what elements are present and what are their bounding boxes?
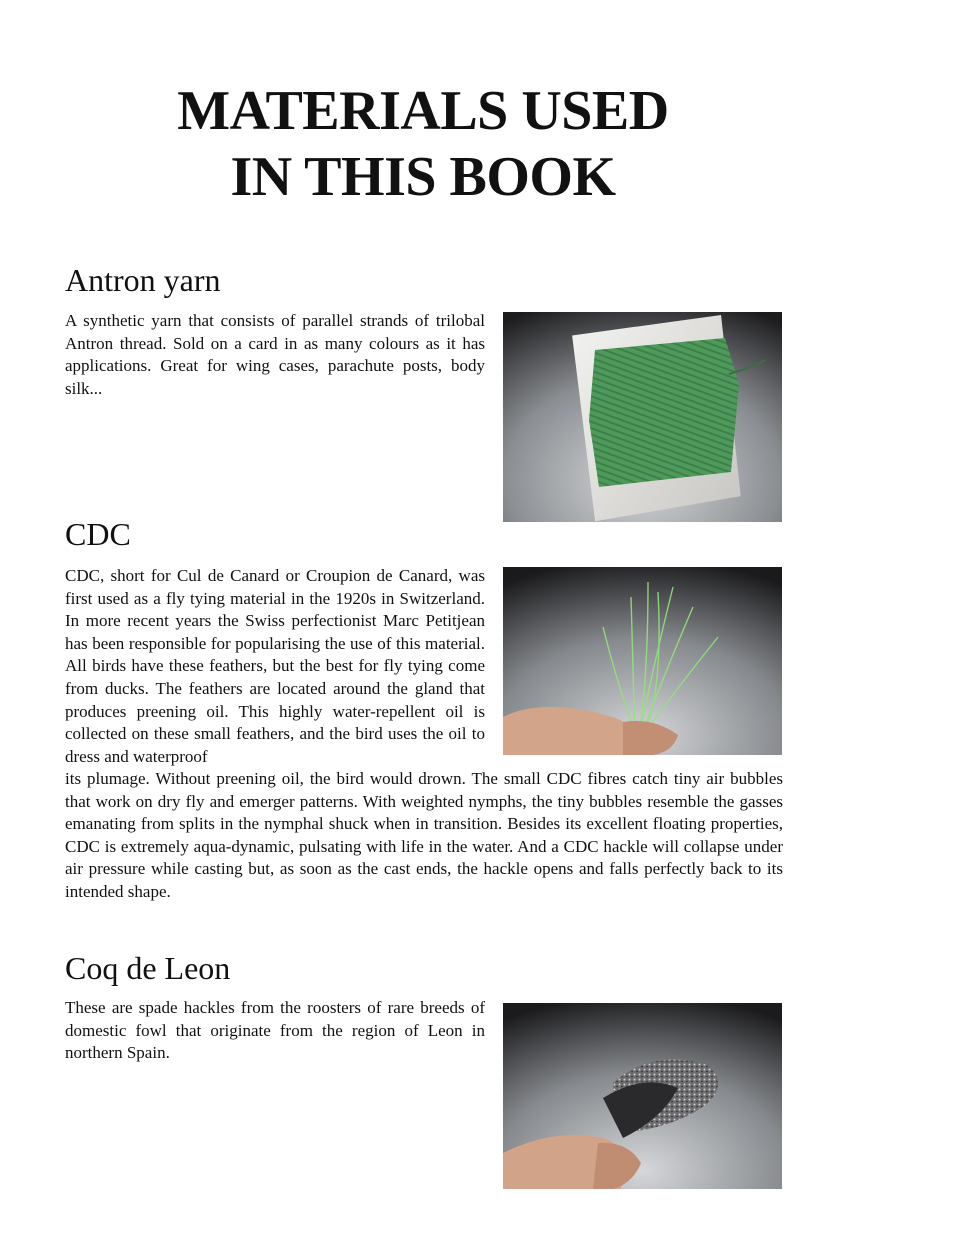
page-title-line-2: IN THIS BOOK [230,146,616,208]
section-heading-coq-de-leon: Coq de Leon [65,950,231,986]
green-yarn-card-photo [503,312,782,522]
speckled-hackle-feather-photo [503,1003,782,1189]
section-heading-antron-yarn: Antron yarn [65,262,221,298]
antron-yarn-description: A synthetic yarn that consists of parallel strands of trilobal Antron thread. Sold on a card in as many colours as it has applications. Great for wing cases, parachute posts, body silk... [65,311,485,398]
cdc-description-wrapped: CDC, short for Cul de Canard or Croupion de Canard, was first used as a fly tying material in the 1920s in Switzerland. In more recent years the Swiss perfectionist Marc Petitjean has been responsible for popularising the use of this material. All birds have these feathers, but the best for fly tying come from ducks. The feathers are located around the gland that produces preening oil. This highly water-repellent oil is collected on these small feathers, and the bird uses the oil to dress and waterproof [65,566,485,766]
coq-de-leon-description: These are spade hackles from the roosters of rare breeds of domestic fowl that originate from the region of Leon in northern Spain. [65,998,485,1063]
page-title [0,78,846,210]
green-cdc-feather-photo [503,567,782,755]
cdc-description-continued: its plumage. Without preening oil, the bird would drown. The small CDC fibres catch tiny air bubbles that work on dry fly and emerger patterns. With weighted nymphs, the tiny bubbles resemble the gasses emanating from splits in the nymphal shuck when in transition. Besides its excellent floating properties, CDC is extremely aqua-dynamic, pulsating with life in the water. And a CDC hackle will collapse under air pressure while casting but, as soon as the cast ends, the hackle opens and falls perfectly back to its intended shape. [65,769,783,901]
page-title-line-1: MATERIALS USED [177,80,669,142]
section-heading-cdc: CDC [65,516,131,552]
